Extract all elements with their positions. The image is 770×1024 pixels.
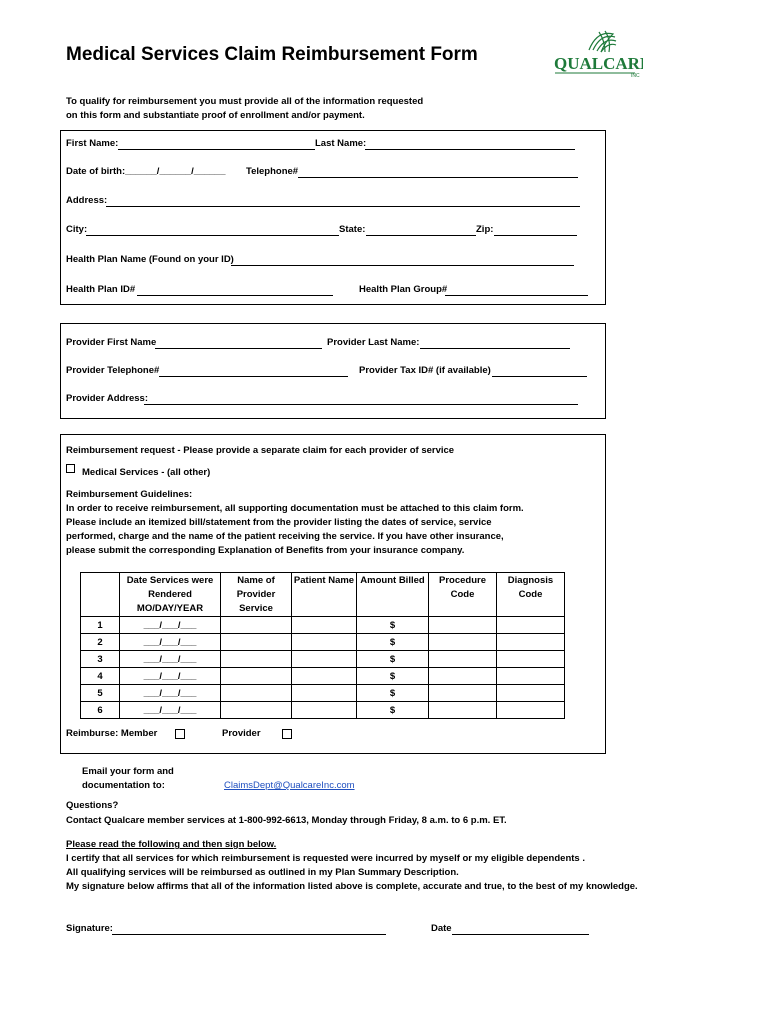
signature-field[interactable] <box>112 934 386 935</box>
diagnosis-code-cell[interactable] <box>497 634 565 651</box>
provider-telephone-field[interactable] <box>159 376 348 377</box>
guideline-line-3: performed, charge and the name of the patient receiving the service. If you have other insurance, <box>66 531 504 542</box>
reimburse-member-label: Reimburse: Member <box>66 728 158 739</box>
email-instruction-1: Email your form and <box>82 766 174 777</box>
procedure-code-cell[interactable] <box>429 634 497 651</box>
zip-field[interactable] <box>494 235 577 236</box>
table-header-cell <box>81 573 120 617</box>
date-cell[interactable]: ___/___/___ <box>120 668 221 685</box>
plan-group-field[interactable] <box>445 295 588 296</box>
amount-cell[interactable]: $ <box>357 617 429 634</box>
diagnosis-code-cell[interactable] <box>497 702 565 719</box>
signature-label: Signature: <box>66 923 113 934</box>
logo-globe-icon <box>553 28 643 80</box>
date-cell[interactable]: ___/___/___ <box>120 651 221 668</box>
provider-last-name-field[interactable] <box>420 348 570 349</box>
reimbursement-request-text: Reimbursement request - Please provide a separate claim for each provider of service <box>66 445 455 456</box>
table-header-cell: Amount Billed <box>357 573 429 617</box>
svg-text:INC: INC <box>631 73 640 79</box>
amount-cell[interactable]: $ <box>357 685 429 702</box>
plan-id-field[interactable] <box>137 295 333 296</box>
city-field[interactable] <box>86 235 339 236</box>
table-header-row <box>81 573 565 617</box>
procedure-code-cell[interactable] <box>429 651 497 668</box>
diagnosis-code-cell[interactable] <box>497 685 565 702</box>
amount-cell[interactable]: $ <box>357 651 429 668</box>
provider-name-cell[interactable] <box>221 685 292 702</box>
provider-first-name-label: Provider First Name <box>66 337 157 348</box>
provider-name-cell[interactable] <box>221 617 292 634</box>
date-cell[interactable]: ___/___/___ <box>120 685 221 702</box>
last-name-label: Last Name: <box>315 138 367 149</box>
row-number: 1 <box>81 617 120 634</box>
table-header-cell: Date Services were Rendered MO/DAY/YEAR <box>120 573 221 617</box>
provider-address-label: Provider Address: <box>66 393 149 404</box>
patient-name-cell[interactable] <box>292 685 357 702</box>
plan-id-label: Health Plan ID# <box>66 284 136 295</box>
certification-line-1: I certify that all services for which reimbursement is requested were incurred by myself or my eligible dependents . <box>66 853 585 864</box>
provider-tax-id-field[interactable] <box>492 376 587 377</box>
plan-name-label: Health Plan Name (Found on your ID) <box>66 254 234 265</box>
provider-name-cell[interactable] <box>221 702 292 719</box>
patient-name-cell[interactable] <box>292 702 357 719</box>
intro-line-1: To qualify for reimbursement you must provide all of the information requested <box>66 96 424 107</box>
intro-line-2: on this form and substantiate proof of enrollment and/or payment. <box>66 110 365 121</box>
first-name-label: First Name: <box>66 138 119 149</box>
provider-address-field[interactable] <box>144 404 578 405</box>
last-name-field[interactable] <box>365 149 575 150</box>
telephone-label: Telephone# <box>246 166 299 177</box>
table-row <box>81 617 565 634</box>
row-number: 6 <box>81 702 120 719</box>
reimburse-provider-label: Provider <box>222 728 261 739</box>
telephone-field[interactable] <box>298 177 578 178</box>
amount-cell[interactable]: $ <box>357 702 429 719</box>
provider-telephone-label: Provider Telephone# <box>66 365 160 376</box>
page-title: Medical Services Claim Reimbursement Form <box>66 44 478 65</box>
diagnosis-code-cell[interactable] <box>497 668 565 685</box>
qualcare-logo <box>553 28 643 80</box>
guideline-line-1: In order to receive reimbursement, all supporting documentation must be attached to this claim form. <box>66 503 524 514</box>
procedure-code-cell[interactable] <box>429 702 497 719</box>
dob-field[interactable]: Date of birth:______/______/______ <box>66 166 226 177</box>
diagnosis-code-cell[interactable] <box>497 617 565 634</box>
row-number: 2 <box>81 634 120 651</box>
date-cell[interactable]: ___/___/___ <box>120 634 221 651</box>
services-table <box>80 572 565 719</box>
medical-services-label: Medical Services - (all other) <box>82 467 211 478</box>
contact-text: Contact Qualcare member services at 1-800-992-6613, Monday through Friday, 8 a.m. to 6 p.m. ET. <box>66 815 507 826</box>
table-row <box>81 651 565 668</box>
patient-name-cell[interactable] <box>292 634 357 651</box>
reimburse-member-checkbox[interactable] <box>175 729 185 739</box>
table-row <box>81 634 565 651</box>
address-label: Address: <box>66 195 108 206</box>
diagnosis-code-cell[interactable] <box>497 651 565 668</box>
table-header-cell: Patient Name <box>292 573 357 617</box>
amount-cell[interactable]: $ <box>357 668 429 685</box>
provider-last-name-label: Provider Last Name: <box>327 337 420 348</box>
medical-services-checkbox[interactable] <box>66 464 75 473</box>
table-header-cell: Procedure Code <box>429 573 497 617</box>
reimburse-provider-checkbox[interactable] <box>282 729 292 739</box>
table-row <box>81 702 565 719</box>
table-header-cell: Name of Provider Service <box>221 573 292 617</box>
date-cell[interactable]: ___/___/___ <box>120 702 221 719</box>
procedure-code-cell[interactable] <box>429 685 497 702</box>
patient-name-cell[interactable] <box>292 651 357 668</box>
state-label: State: <box>339 224 366 235</box>
plan-name-field[interactable] <box>231 265 574 266</box>
address-field[interactable] <box>106 206 580 207</box>
procedure-code-cell[interactable] <box>429 668 497 685</box>
plan-group-label: Health Plan Group# <box>359 284 448 295</box>
provider-name-cell[interactable] <box>221 668 292 685</box>
guideline-line-2: Please include an itemized bill/statement from the provider listing the dates of service, service <box>66 517 492 528</box>
provider-tax-id-label: Provider Tax ID# (if available) <box>359 365 491 376</box>
row-number: 3 <box>81 651 120 668</box>
read-sign-heading: Please read the following and then sign below. <box>66 839 277 850</box>
patient-name-cell[interactable] <box>292 617 357 634</box>
state-field[interactable] <box>366 235 476 236</box>
svg-text:QUALCARE: QUALCARE <box>554 54 643 73</box>
questions-heading: Questions? <box>66 800 119 811</box>
zip-label: Zip: <box>476 224 494 235</box>
guideline-line-4: please submit the corresponding Explanation of Benefits from your insurance company. <box>66 545 465 556</box>
provider-name-cell[interactable] <box>221 634 292 651</box>
city-label: City: <box>66 224 88 235</box>
date-cell[interactable]: ___/___/___ <box>120 617 221 634</box>
member-info-section <box>60 130 606 305</box>
first-name-field[interactable] <box>118 149 315 150</box>
table-header-cell: Diagnosis Code <box>497 573 565 617</box>
guidelines-title: Reimbursement Guidelines: <box>66 489 193 500</box>
patient-name-cell[interactable] <box>292 668 357 685</box>
procedure-code-cell[interactable] <box>429 617 497 634</box>
claims-email-link[interactable]: ClaimsDept@QualcareInc.com <box>224 780 355 791</box>
date-label: Date <box>431 923 452 934</box>
row-number: 4 <box>81 668 120 685</box>
intro-text <box>66 95 423 123</box>
certification-line-3: My signature below affirms that all of the information listed above is complete, accurate and true, to the best of my knowledge. <box>66 881 638 892</box>
provider-name-cell[interactable] <box>221 651 292 668</box>
provider-first-name-field[interactable] <box>155 348 322 349</box>
amount-cell[interactable]: $ <box>357 634 429 651</box>
date-field[interactable] <box>452 934 589 935</box>
row-number: 5 <box>81 685 120 702</box>
table-row <box>81 668 565 685</box>
certification-line-2: All qualifying services will be reimbursed as outlined in my Plan Summary Description. <box>66 867 459 878</box>
email-instruction-2: documentation to: <box>82 780 165 791</box>
table-row <box>81 685 565 702</box>
